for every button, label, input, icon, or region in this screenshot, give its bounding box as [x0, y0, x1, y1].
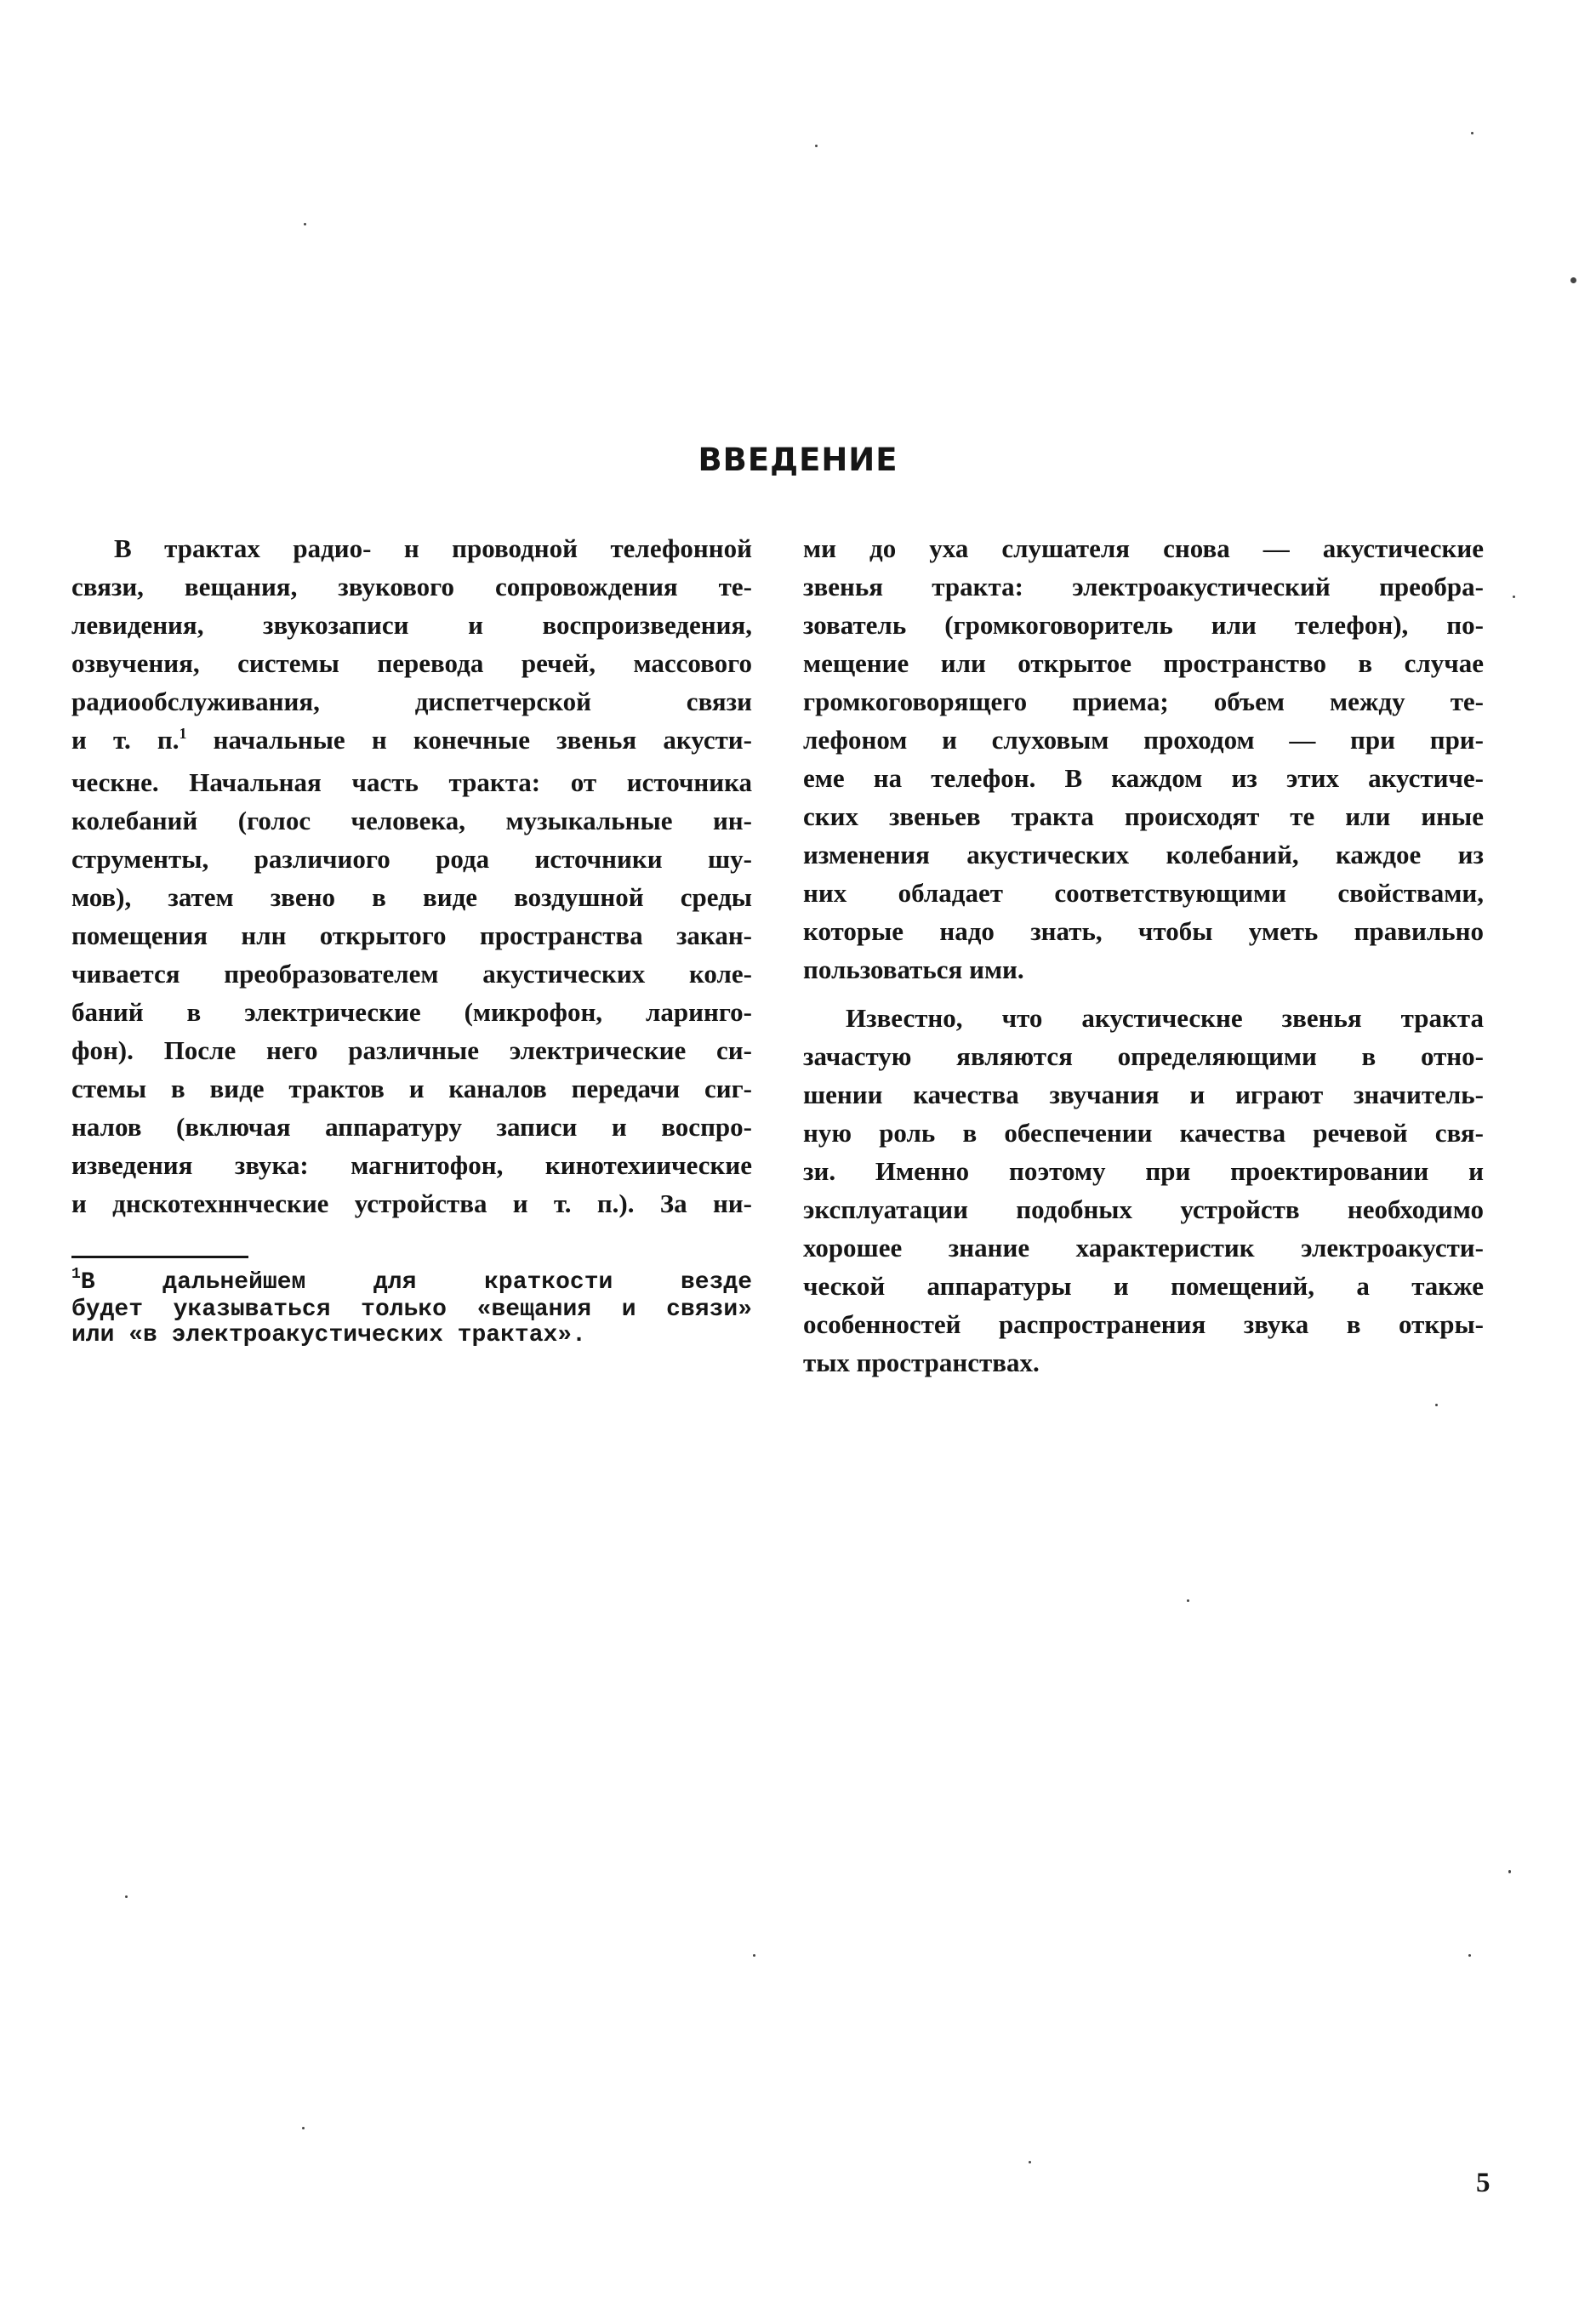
text-line: связи, вещания, звукового сопровождения те-: [71, 572, 752, 601]
footnote-line: [71, 1266, 752, 1297]
scan-speck: [1471, 132, 1473, 134]
text-line: хорошее знание характеристик электроакусти-: [803, 1233, 1484, 1262]
text-line: фон). После него различные электрические си-: [71, 1035, 752, 1065]
text-segment: и т. п.: [71, 725, 180, 755]
scan-speck: [1570, 277, 1576, 283]
text-line: мов), затем звено в виде воздушной среды: [71, 882, 752, 912]
text-line: ческой аппаратуры и помещений, а также: [803, 1271, 1484, 1301]
scan-speck: [1187, 1599, 1189, 1602]
scan-speck: [1029, 2161, 1031, 2163]
right-paragraph-2: [803, 999, 1484, 1382]
text-line: них обладает соответствующими свойствами,: [803, 878, 1484, 908]
scan-speck: [815, 145, 818, 147]
scan-speck: [1435, 1404, 1438, 1406]
text-line: звенья тракта: электроакустический преобра-: [803, 572, 1484, 601]
text-line: изведения звука: магнитофон, кинотехиические: [71, 1150, 752, 1180]
text-line: громкоговорящего приема; объем между те-: [803, 687, 1484, 716]
text-segment: начальные н конечные звенья акусти-: [186, 725, 752, 755]
text-line: Известно, что акустическне звенья тракта: [846, 1003, 1484, 1033]
text-line: лефоном и слуховым проходом — при при-: [803, 725, 1484, 755]
footnote-marker: 1: [71, 1266, 81, 1283]
page-title: ВВЕДЕНИЕ: [698, 442, 898, 478]
text-line: ную роль в обеспечении качества речевой свя-: [803, 1118, 1484, 1148]
left-paragraph-1: [71, 529, 752, 1223]
text-line: левидения, звукозаписи и воспроизведения,: [71, 610, 752, 640]
text-line: шении качества звучания и играют значитель-: [803, 1080, 1484, 1109]
scan-speck: [1508, 1870, 1511, 1873]
text-line: зователь (громкоговоритель или телефон), по-: [803, 610, 1484, 640]
text-line: еме на телефон. В каждом из этих акустиче-: [803, 763, 1484, 793]
scan-speck: [1468, 1954, 1471, 1957]
text-line: струменты, различиого рода источники шу-: [71, 844, 752, 874]
right-column: [803, 529, 1484, 1392]
footnote-line: будет указываться только «вещания и связи»: [71, 1297, 752, 1323]
footnote-reference: 1: [179, 725, 187, 742]
text-line: В трактах радио- н проводной телефонной: [114, 533, 752, 563]
text-line: мещение или открытое пространство в случае: [803, 648, 1484, 678]
scan-speck: [302, 2127, 305, 2129]
text-line: баний в электрические (микрофон, ларинго-: [71, 997, 752, 1027]
text-line: которые надо знать, чтобы уметь правильно: [803, 916, 1484, 946]
text-line: пользоваться ими.: [803, 955, 1024, 984]
right-paragraph-1: [803, 529, 1484, 989]
scan-speck: [753, 1954, 755, 1957]
text-line: ских звеньев тракта происходят те или иные: [803, 801, 1484, 831]
text-line: особенностей распространения звука в откры-: [803, 1309, 1484, 1339]
text-line: помещения нлн открытого пространства закан-: [71, 921, 752, 950]
footnote-line: или «в электроакустических трактах».: [71, 1322, 586, 1348]
scan-speck: [1513, 596, 1515, 598]
scan-speck: [304, 223, 306, 225]
text-line: налов (включая аппаратуру записи и воспро-: [71, 1112, 752, 1142]
text-line: колебаний (голос человека, музыкальные ин-: [71, 806, 752, 835]
text-line: стемы в виде трактов и каналов передачи сиг-: [71, 1074, 752, 1103]
footnote: [71, 1266, 752, 1348]
text-line: ми до уха слушателя снова — акустические: [803, 533, 1484, 563]
text-line: зи. Именно поэтому при проектировании и: [803, 1156, 1484, 1186]
footnote-text: В дальнейшем для краткости везде: [80, 1269, 752, 1296]
scan-speck: [125, 1895, 128, 1898]
text-line: тых пространствах.: [803, 1348, 1040, 1377]
text-line: чивается преобразователем акустических коле-: [71, 959, 752, 989]
text-line: изменения акустических колебаний, каждое из: [803, 840, 1484, 869]
text-line: ческне. Начальная часть тракта: от источника: [71, 767, 752, 797]
text-line: радиообслуживания, диспетчерской связи: [71, 687, 752, 716]
text-line: эксплуатации подобных устройств необходимо: [803, 1194, 1484, 1224]
text-line-with-footnote: [71, 721, 752, 763]
left-column: [71, 529, 752, 1233]
text-line: зачастую являются определяющими в отно-: [803, 1041, 1484, 1071]
page-number: 5: [1476, 2168, 1491, 2198]
text-line: и днскотехннческие устройства и т. п.). За ни-: [71, 1188, 752, 1218]
text-line: озвучения, системы перевода речей, массового: [71, 648, 752, 678]
footnote-divider: [71, 1256, 248, 1258]
